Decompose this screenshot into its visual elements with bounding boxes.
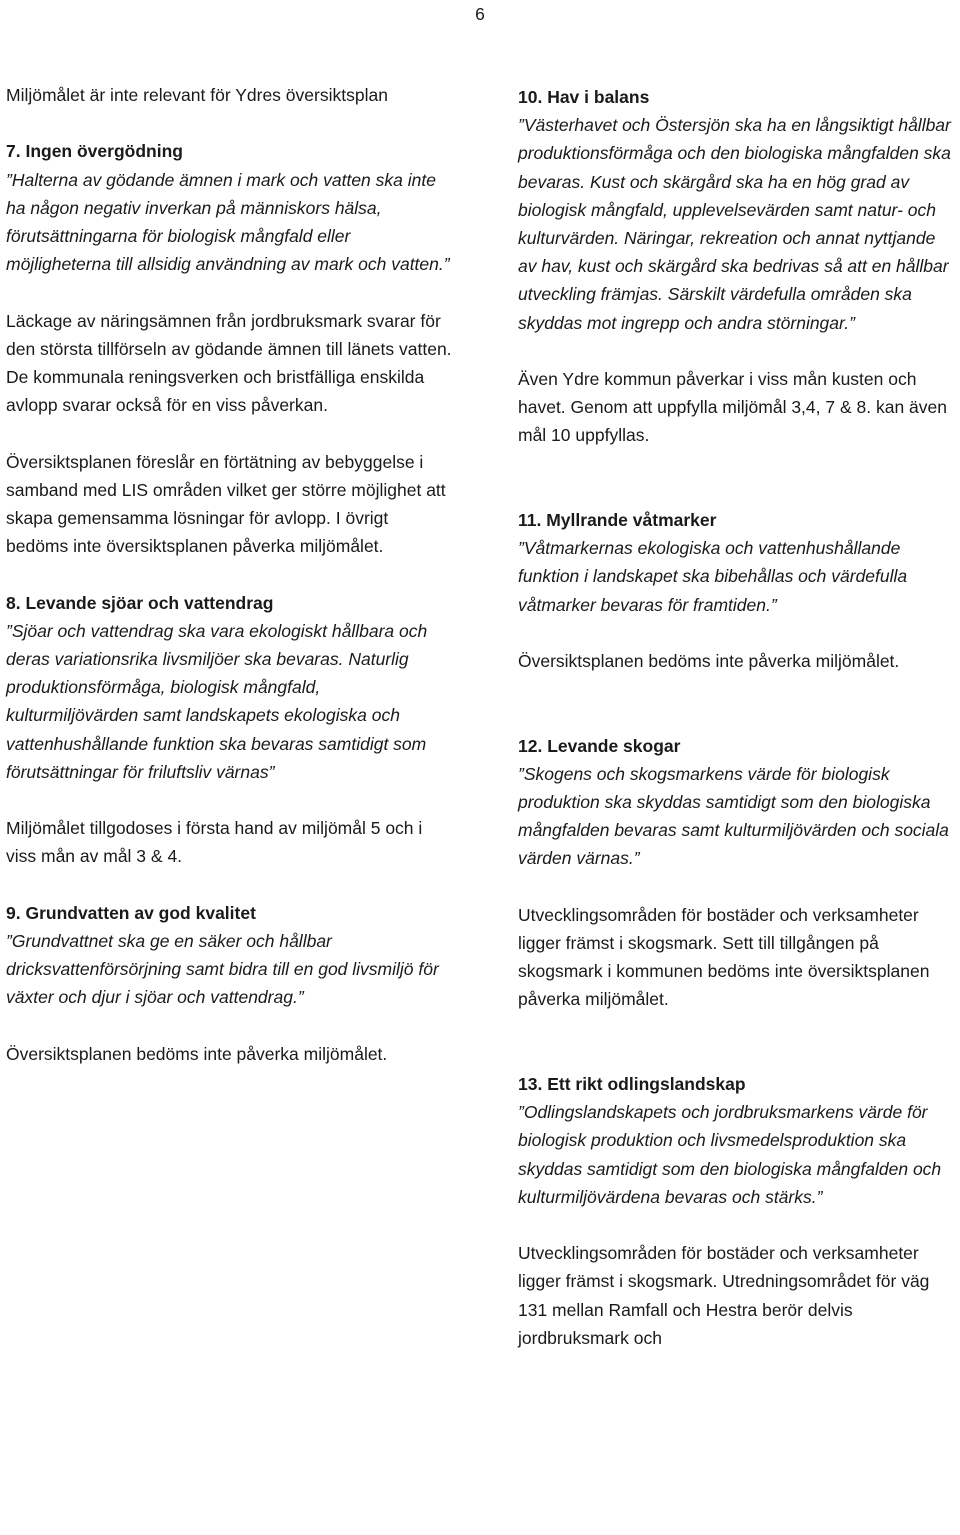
- section-paragraph: Utvecklingsområden för bostäder och verksamheter ligger främst i skogsmark. Sett till tillgången på skogsmark i kommunen bedöms inte översiktsplanen påverka miljömålet.: [518, 904, 930, 1010]
- section-quote: ”Skogens och skogsmarkens värde för biologisk produktion ska skyddas samtidigt som den biologiska mångfalden bevaras samt kulturmiljövärden och sociala värden värnas.”: [518, 763, 949, 869]
- section-heading: 8. Levande sjöar och vattendrag: [6, 592, 274, 613]
- section-13: [518, 1070, 958, 1352]
- section-quote: ”Odlingslandskapets och jordbruksmarkens värde för biologisk produktion och livsmedelsproduktion ska skyddas samtidigt som den biologiska mångfalden och kulturmiljövärdena bevaras och stärks.”: [518, 1102, 942, 1207]
- section-heading: 10. Hav i balans: [518, 87, 650, 107]
- section-heading: 9. Grundvatten av god kvalitet: [6, 902, 256, 923]
- section-heading: 11. Myllrande våtmarker: [518, 510, 717, 530]
- page-number: 6: [475, 4, 485, 24]
- section-paragraph: Läckage av näringsämnen från jordbruksmark svarar för den största tillförseln av gödande ämnen till länets vatten. De kommunala reningsverken och bristfälliga enskilda avlopp svarar också för en viss påverkan.: [6, 310, 452, 416]
- section-10: [518, 83, 958, 450]
- intro-paragraph: Miljömålet är inte relevant för Ydres översiktsplan: [6, 85, 388, 105]
- section-11: [518, 506, 958, 675]
- section-heading: 12. Levande skogar: [518, 735, 681, 756]
- section-7: [6, 137, 452, 560]
- section-quote: ”Sjöar och vattendrag ska vara ekologiskt hållbara och deras variationsrika livsmiljöer ska bevaras. Naturlig produktionsförmåga, biologisk mångfald, kulturmiljövärden samt landskapets ekologiska och vattenhushållande funktion ska bevaras samtidigt som förutsättningar för friluftsliv värnas”: [6, 620, 428, 782]
- section-quote: ”Västerhavet och Östersjön ska ha en långsiktigt hållbar produktionsförmåga och den biologiska mångfalden ska bevaras. Kust och skärgård ska ha en hög grad av biologisk mångfald, upplevelsevärden samt natur- och kulturvärden. Näringar, rekreation och annat nyttjande av hav, kust och skärgård ska bedrivas så att en hållbar utveckling främjas. Särskilt värdefulla områden ska skyddas mot ingrepp och andra störningar.”: [518, 115, 951, 333]
- section-9: [6, 899, 452, 1068]
- right-column: [518, 83, 958, 1352]
- section-8: [6, 589, 452, 871]
- left-column: [6, 81, 452, 1068]
- section-paragraph: Översiktsplanen föreslår en förtätning av bebyggelse i samband med LIS områden vilket ger större möjlighet att skapa gemensamma lösningar för avlopp. I övrigt bedöms inte översiktsplanen påverka miljömålet.: [6, 451, 446, 557]
- section-paragraph: Översiktsplanen bedöms inte påverka miljömålet.: [6, 1043, 388, 1064]
- section-paragraph: Miljömålet tillgodoses i första hand av miljömål 5 och i viss mån av mål 3 & 4.: [6, 818, 423, 867]
- section-quote: ”Våtmarkernas ekologiska och vattenhushållande funktion i landskapet ska bibehållas och värdefulla våtmarker bevaras för framtiden.”: [518, 538, 908, 615]
- section-paragraph: Översiktsplanen bedöms inte påverka miljömålet.: [518, 651, 900, 671]
- section-paragraph: Utvecklingsområden för bostäder och verksamheter ligger främst i skogsmark. Utredningsområdet för väg 131 mellan Ramfall och Hestra berör delvis jordbruksmark och: [518, 1243, 930, 1348]
- section-12: [518, 732, 958, 1014]
- section-quote: ”Halterna av gödande ämnen i mark och vatten ska inte ha någon negativ inverkan på människors hälsa, förutsättningarna för biologisk mångfald eller möjligheterna till allsidig användning av mark och vatten.”: [6, 169, 450, 275]
- section-heading: 7. Ingen övergödning: [6, 141, 183, 162]
- section-heading: 13. Ett rikt odlingslandskap: [518, 1073, 746, 1094]
- section-paragraph: Även Ydre kommun påverkar i viss mån kusten och havet. Genom att uppfylla miljömål 3,4, 7 & 8. kan även mål 10 uppfyllas.: [518, 369, 947, 446]
- section-quote: ”Grundvattnet ska ge en säker och hållbar dricksvattenförsörjning samt bidra till en god livsmiljö för växter och djur i sjöar och vattendrag.”: [6, 931, 439, 1008]
